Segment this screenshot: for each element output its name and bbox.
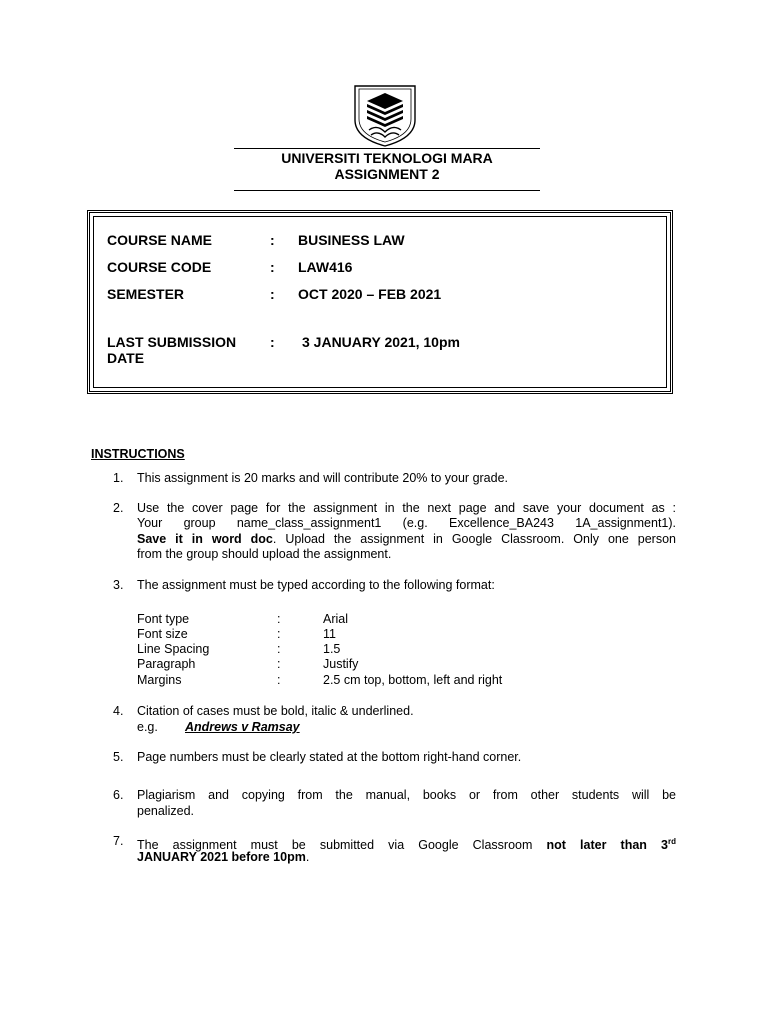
instruction-4-number: 4. [113,704,124,718]
format-paragraph-value: Justify [323,657,359,671]
format-paragraph-sep: : [277,657,281,671]
instruction-7-number: 7. [113,834,124,848]
format-line-spacing-value: 1.5 [323,642,341,656]
instruction-6-number: 6. [113,788,124,802]
instruction-4-text: Citation of cases must be bold, italic & underlined. [137,704,414,718]
course-name-label: COURSE NAME [107,232,213,248]
submission-value: 3 JANUARY 2021, 10pm [302,334,460,350]
course-code-label: COURSE CODE [107,259,212,275]
format-font-size-sep: : [277,627,281,641]
semester-sep: : [270,286,275,302]
case-citation-example: Andrews v Ramsay [185,720,300,734]
instruction-7-text: The assignment must be submitted via Google Classroom [137,838,533,853]
instruction-3-text: The assignment must be typed according to the following format: [137,578,495,592]
format-font-type-label: Font type [137,612,190,626]
instruction-2-line3 [137,532,676,547]
format-font-size-value: 11 [323,627,336,641]
semester-value: OCT 2020 – FEB 2021 [298,286,442,302]
course-name-value: BUSINESS LAW [298,232,405,248]
instructions-heading: INSTRUCTIONS [91,447,185,461]
university-crest-logo [347,84,423,148]
format-font-type-value: Arial [323,612,349,626]
semester-label: SEMESTER [107,286,185,302]
assignment-title: ASSIGNMENT 2 [334,166,440,182]
instruction-6-line1: Plagiarism and copying from the manual, books or from other students will be [137,788,676,802]
instruction-7-line2 [137,850,676,865]
submission-sep: : [270,334,275,350]
header-top-rule [234,148,540,149]
deadline-date-emphasis: JANUARY 2021 before 10pm [137,850,306,864]
instruction-6-line2: penalized. [137,804,194,818]
course-code-sep: : [270,259,275,275]
instruction-5-number: 5. [113,750,124,764]
instruction-7-end: . [305,850,310,864]
format-font-type-sep: : [277,612,281,626]
format-font-size-label: Font size [137,627,188,641]
submission-label-line2: DATE [107,350,145,366]
instruction-3-number: 3. [113,578,124,592]
course-name-sep: : [270,232,275,248]
instruction-5-text: Page numbers must be clearly stated at the bottom right-hand corner. [137,750,522,764]
header-bottom-rule [234,190,540,191]
instruction-2-line4: from the group should upload the assignment. [137,547,392,561]
ordinal-suffix: rd [668,837,677,846]
deadline-emphasis: not later than 3 [546,838,669,853]
instruction-2-number: 2. [113,501,124,515]
submission-label-line1: LAST SUBMISSION [107,334,237,350]
format-margins-sep: : [277,673,281,687]
instruction-4-eg: e.g. [137,720,158,734]
instruction-1-number: 1. [113,471,124,485]
instruction-2-line2: Your group name_class_assignment1 (e.g. Excellence_BA243 1A_assignment1). [137,516,676,530]
save-word-doc-emphasis: Save it in word doc [137,532,273,546]
format-line-spacing-label: Line Spacing [137,642,210,656]
course-code-value: LAW416 [298,259,353,275]
instruction-2-line3-rest: . Upload the assignment in Google Classroom. Only one person [272,532,676,546]
university-name: UNIVERSITI TEKNOLOGI MARA [281,150,493,166]
format-line-spacing-sep: : [277,642,281,656]
instruction-1-text: This assignment is 20 marks and will contribute 20% to your grade. [137,471,509,485]
format-margins-value: 2.5 cm top, bottom, left and right [323,673,503,687]
format-margins-label: Margins [137,673,182,687]
instruction-2-line1: Use the cover page for the assignment in the next page and save your document as : [137,501,676,515]
format-paragraph-label: Paragraph [137,657,196,671]
